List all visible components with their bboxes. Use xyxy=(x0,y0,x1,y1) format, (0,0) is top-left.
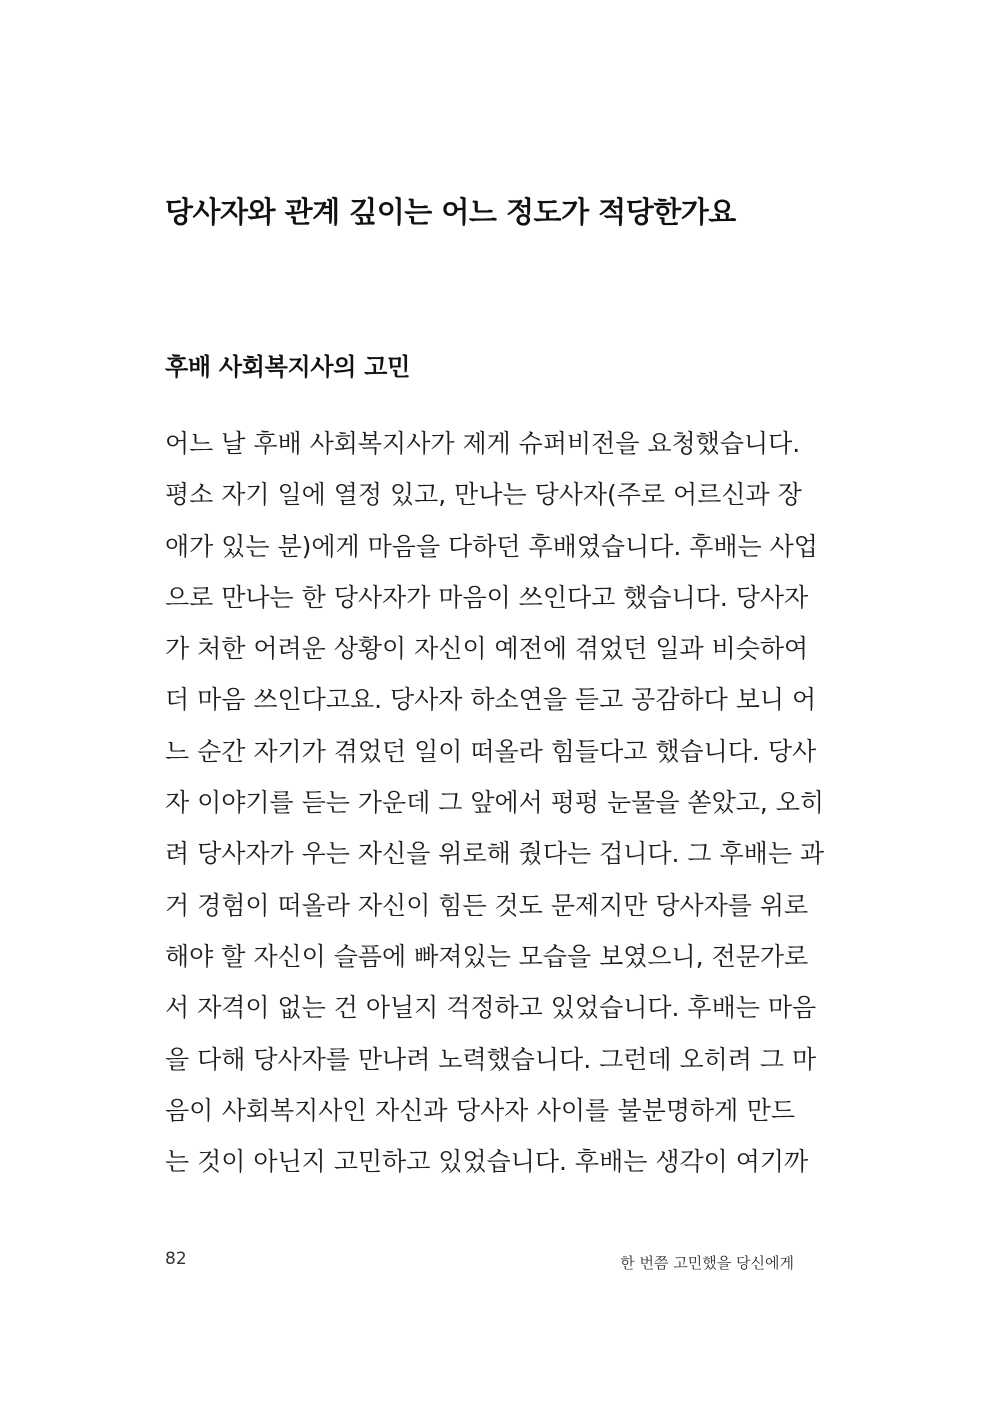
body-line: 서 자격이 없는 건 아닐지 걱정하고 있었습니다. 후배는 마음 xyxy=(165,993,817,1023)
body-line: 더 마음 쓰인다고요. 당사자 하소연을 듣고 공감하다 보니 어 xyxy=(165,685,817,715)
body-line: 느 순간 자기가 겪었던 일이 떠올라 힘들다고 했습니다. 당사 xyxy=(165,736,817,766)
body-line: 으로 만나는 한 당사자가 마음이 쓰인다고 했습니다. 당사자 xyxy=(165,582,809,612)
body-line: 음이 사회복지사인 자신과 당사자 사이를 불분명하게 만드 xyxy=(165,1095,795,1125)
body-line: 애가 있는 분)에게 마음을 다하던 후배였습니다. 후배는 사업 xyxy=(165,531,818,561)
body-line: 어느 날 후배 사회복지사가 제게 슈퍼비전을 요청했습니다. xyxy=(165,429,801,458)
body-text xyxy=(165,425,825,1194)
page-number: 82 xyxy=(165,1249,187,1269)
body-line: 가 처한 어려운 상황이 자신이 예전에 겪었던 일과 비슷하여 xyxy=(165,634,809,664)
body-line: 거 경험이 떠올라 자신이 힘든 것도 문제지만 당사자를 위로 xyxy=(165,890,809,920)
body-line: 을 다해 당사자를 만나려 노력했습니다. 그런데 오히려 그 마 xyxy=(165,1044,817,1074)
body-line: 자 이야기를 듣는 가운데 그 앞에서 펑펑 눈물을 쏟았고, 오히 xyxy=(165,788,825,818)
chapter-title: 당사자와 관계 깊이는 어느 정도가 적당한가요 xyxy=(165,195,736,229)
body-line: 해야 할 자신이 슬픔에 빠져있는 모습을 보였으니, 전문가로 xyxy=(165,941,809,971)
section-title: 후배 사회복지사의 고민 xyxy=(165,353,410,381)
body-line: 는 것이 아닌지 고민하고 있었습니다. 후배는 생각이 여기까 xyxy=(165,1147,809,1177)
body-line: 려 당사자가 우는 자신을 위로해 줬다는 겁니다. 그 후배는 과 xyxy=(165,839,825,869)
body-line: 평소 자기 일에 열정 있고, 만나는 당사자(주로 어르신과 장 xyxy=(165,480,802,510)
running-footer-title: 한 번쯤 고민했을 당신에게 xyxy=(620,1254,794,1272)
